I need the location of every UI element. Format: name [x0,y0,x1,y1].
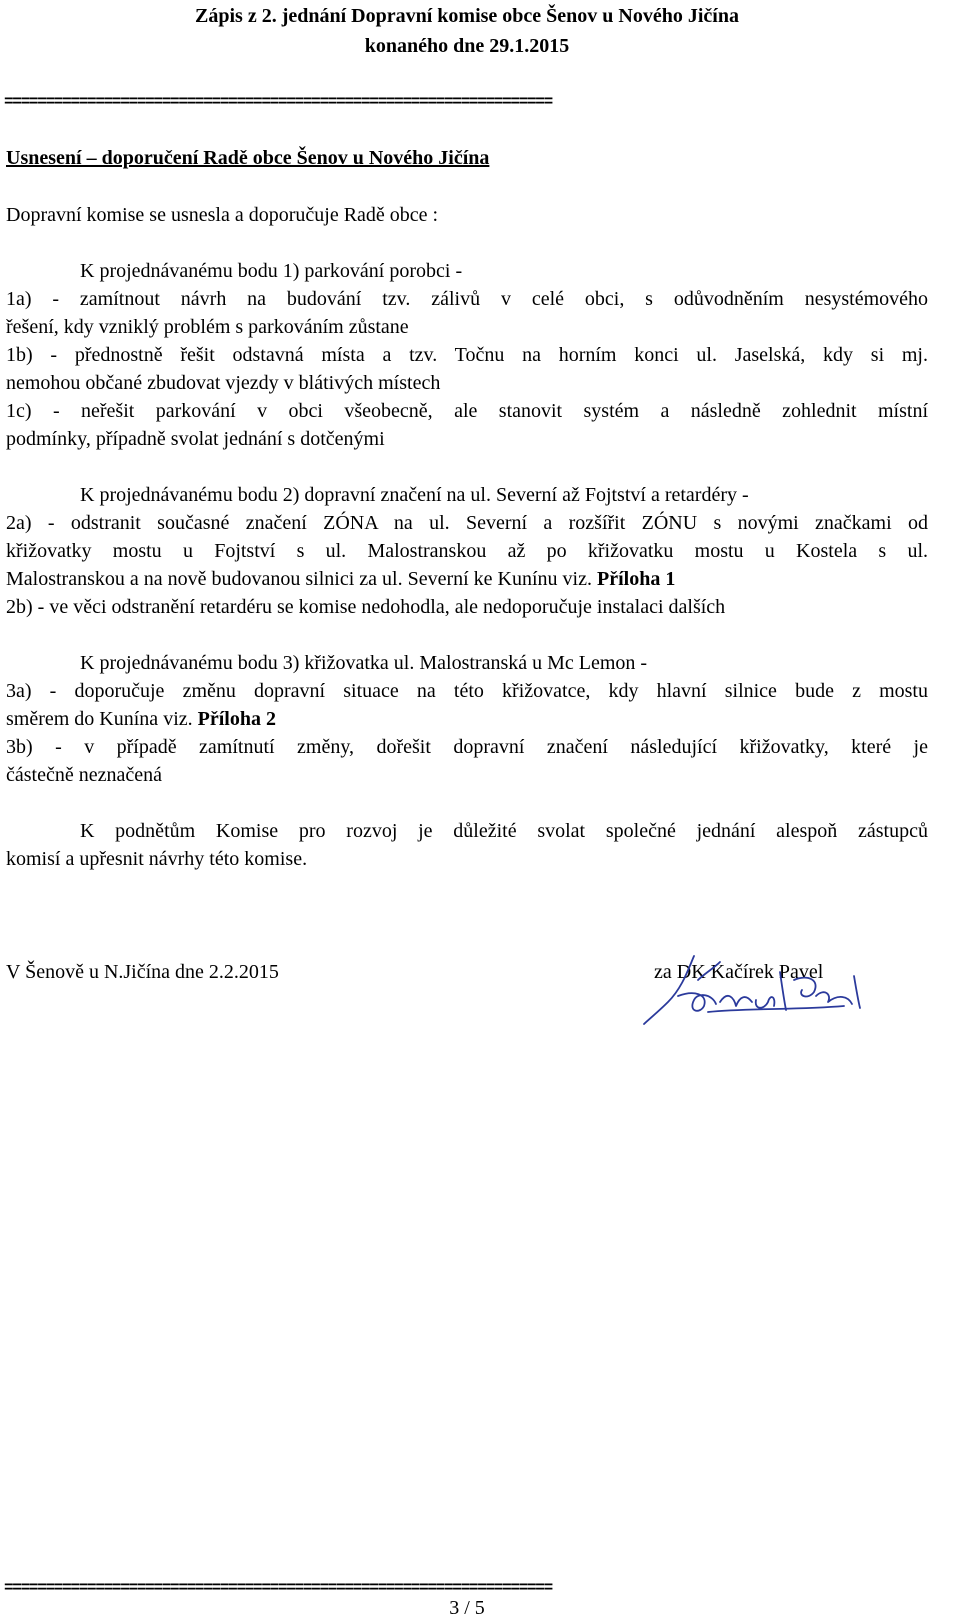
page-number: 3 / 5 [449,1597,485,1619]
point3-line: 3b) - v případě zamítnutí změny, dořešit dopravní značení následující křižovatky, které je [6,736,928,758]
point1-line: 1b) - přednostně řešit odstavná místa a tzv. Točnu na horním konci ul. Jaselská, kdy si mj. [6,344,928,366]
closing-line1: K podnětům Komise pro rozvoj je důležité svolat společné jednání alespoň zástupců [80,820,928,842]
point1-heading: K projednávanému bodu 1) parkování porobci - [80,260,463,282]
point2-line: 2a) - odstranit současné značení ZÓNA na ul. Severní a rozšířit ZÓNU s novými značkami od [6,512,928,534]
handwritten-signature [638,950,878,1030]
point3-line: částečně neznačená [6,764,162,786]
document-title-line1: Zápis z 2. jednání Dopravní komise obce Šenov u Nového Jičína [195,5,739,27]
point2-line: křižovatky mostu u Fojtství s ul. Malostranskou až po křižovatku mostu u Kostela s ul. [6,540,928,562]
point1-line: 1c) - neřešit parkování v obci všeobecně, ale stanovit systém a následně zohlednit místní [6,400,928,422]
attachment-2-ref: Příloha 2 [197,708,276,730]
point2-heading: K projednávanému bodu 2) dopravní značení na ul. Severní až Fojtství a retardéry - [80,484,749,506]
section-heading: Usnesení – doporučení Radě obce Šenov u Nového Jičína [6,147,490,169]
point3-heading: K projednávanému bodu 3) křižovatka ul. Malostranská u Mc Lemon - [80,652,648,674]
attachment-1-ref: Příloha 1 [597,568,676,590]
bottom-separator: ================================================================== [4,1580,552,1596]
point2-line: Malostranskou a na nově budovanou silnici za ul. Severní ke Kunínu viz. Příloha 1 [6,568,676,590]
intro-text: Dopravní komise se usnesla a doporučuje Radě obce : [6,204,439,226]
point1-line: řešení, kdy vzniklý problém s parkováním zůstane [6,316,409,338]
top-separator: ================================================================== [4,94,552,110]
signatory: za DK Kačírek Pavel [654,961,824,983]
point3-line: 3a) - doporučuje změnu dopravní situace na této křižovatce, kdy hlavní silnice bude z mostu [6,680,928,702]
point2-line: 2b) - ve věci odstranění retardéru se komise nedohodla, ale nedoporučuje instalaci dalších [6,596,726,618]
closing-line2: komisí a upřesnit návrhy této komise. [6,848,308,870]
point3-line: směrem do Kunína viz. Příloha 2 [6,708,276,730]
point1-line: 1a) - zamítnout návrh na budování tzv. zálivů v celé obci, s odůvodněním nesystémového [6,288,928,310]
place-and-date: V Šenově u N.Jičína dne 2.2.2015 [6,961,279,983]
point1-line: podmínky, případně svolat jednání s dotčenými [6,428,385,450]
document-title-line2: konaného dne 29.1.2015 [364,35,570,57]
point1-line: nemohou občané zbudovat vjezdy v blátivých místech [6,372,441,394]
